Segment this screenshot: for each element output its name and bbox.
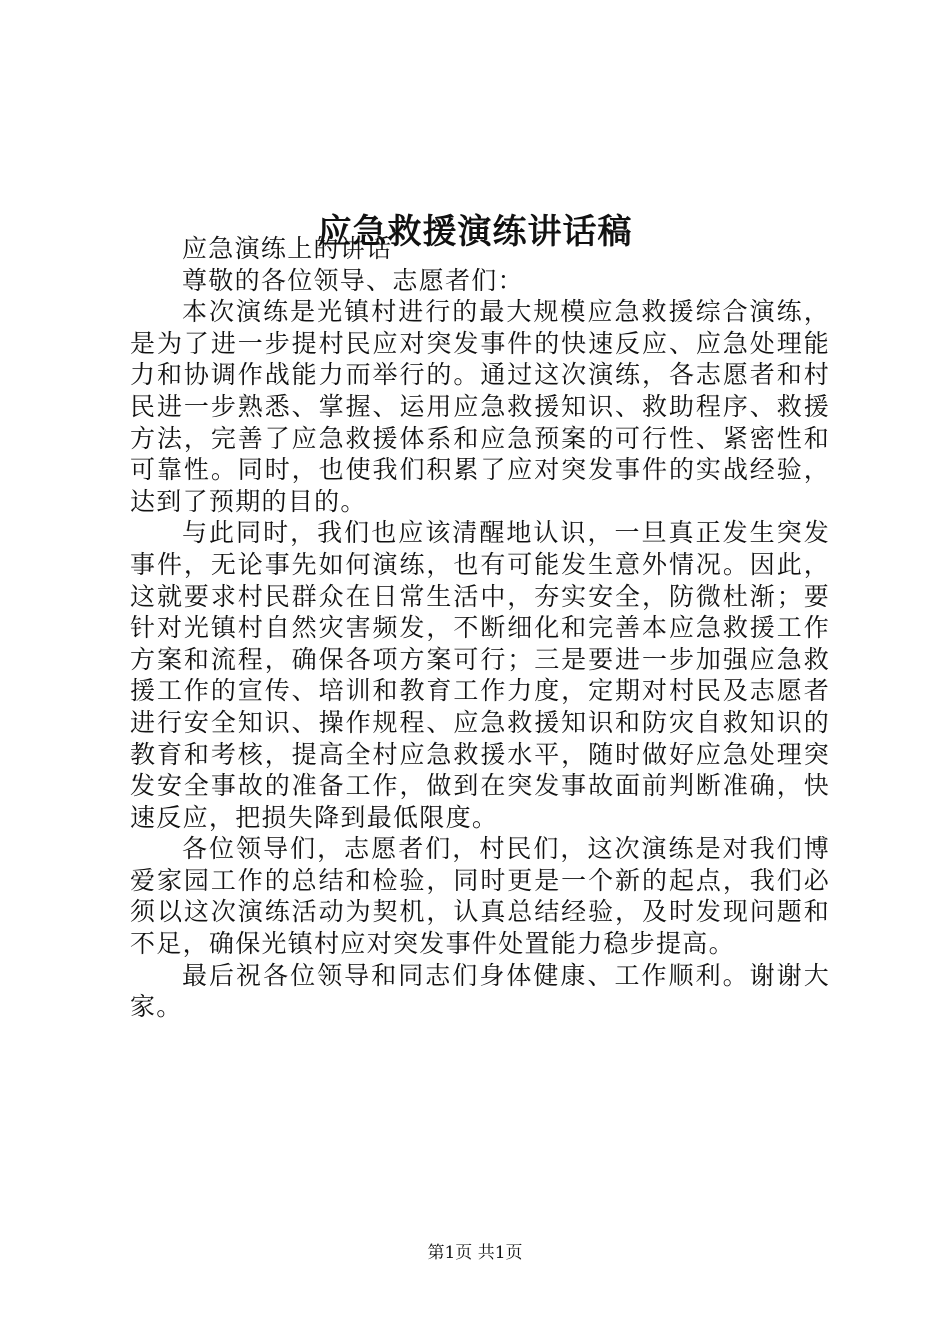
body-paragraph: 本次演练是光镇村进行的最大规模应急救援综合演练，是为了进一步提村民应对突发事件的快速反应、应急处理能力和协调作战能力而举行的。通过这次演练，各志愿者和村民进一步熟悉、掌握、运用应急救援知识、救助程序、救援方法，完善了应急救援体系和应急预案的可行性、紧密性和可靠性。同时，也使我们积累了应对突发事件的实战经验，达到了预期的目的。 [130,297,830,516]
body-paragraph: 各位领导们，志愿者们，村民们，这次演练是对我们博爱家园工作的总结和检验，同时更是一个新的起点，我们必须以这次演练活动为契机，认真总结经验，及时发现问题和不足，确保光镇村应对突发事件处置能力稳步提高。 [130,834,830,959]
document-body [130,233,830,1023]
speech-subtitle: 应急演练上的讲话 [182,234,393,263]
salutation: 尊敬的各位领导、志愿者们： [182,265,524,295]
closing-paragraph: 最后祝各位领导和同志们身体健康、工作顺利。谢谢大家。 [130,960,830,1022]
body-paragraph: 与此同时，我们也应该清醒地认识，一旦真正发生突发事件，无论事先如何演练，也有可能发生意外情况。因此，这就要求村民群众在日常生活中，夯实安全，防微杜渐；要针对光镇村自然灾害频发，不断细化和完善本应急救援工作方案和流程，确保各项方案可行；三是要进一步加强应急救援工作的宣传、培训和教育工作力度，定期对村民及志愿者进行安全知识、操作规程、应急救援知识和防灾自救知识的教育和考核，提高全村应急救援水平，随时做好应急处理突发安全事故的准备工作，做到在突发事故面前判断准确，快速反应，把损失降到最低限度。 [130,518,830,832]
page-title: 应急救援演练讲话稿 [317,211,633,252]
page-number-footer: 第1页 共1页 [427,1243,523,1263]
